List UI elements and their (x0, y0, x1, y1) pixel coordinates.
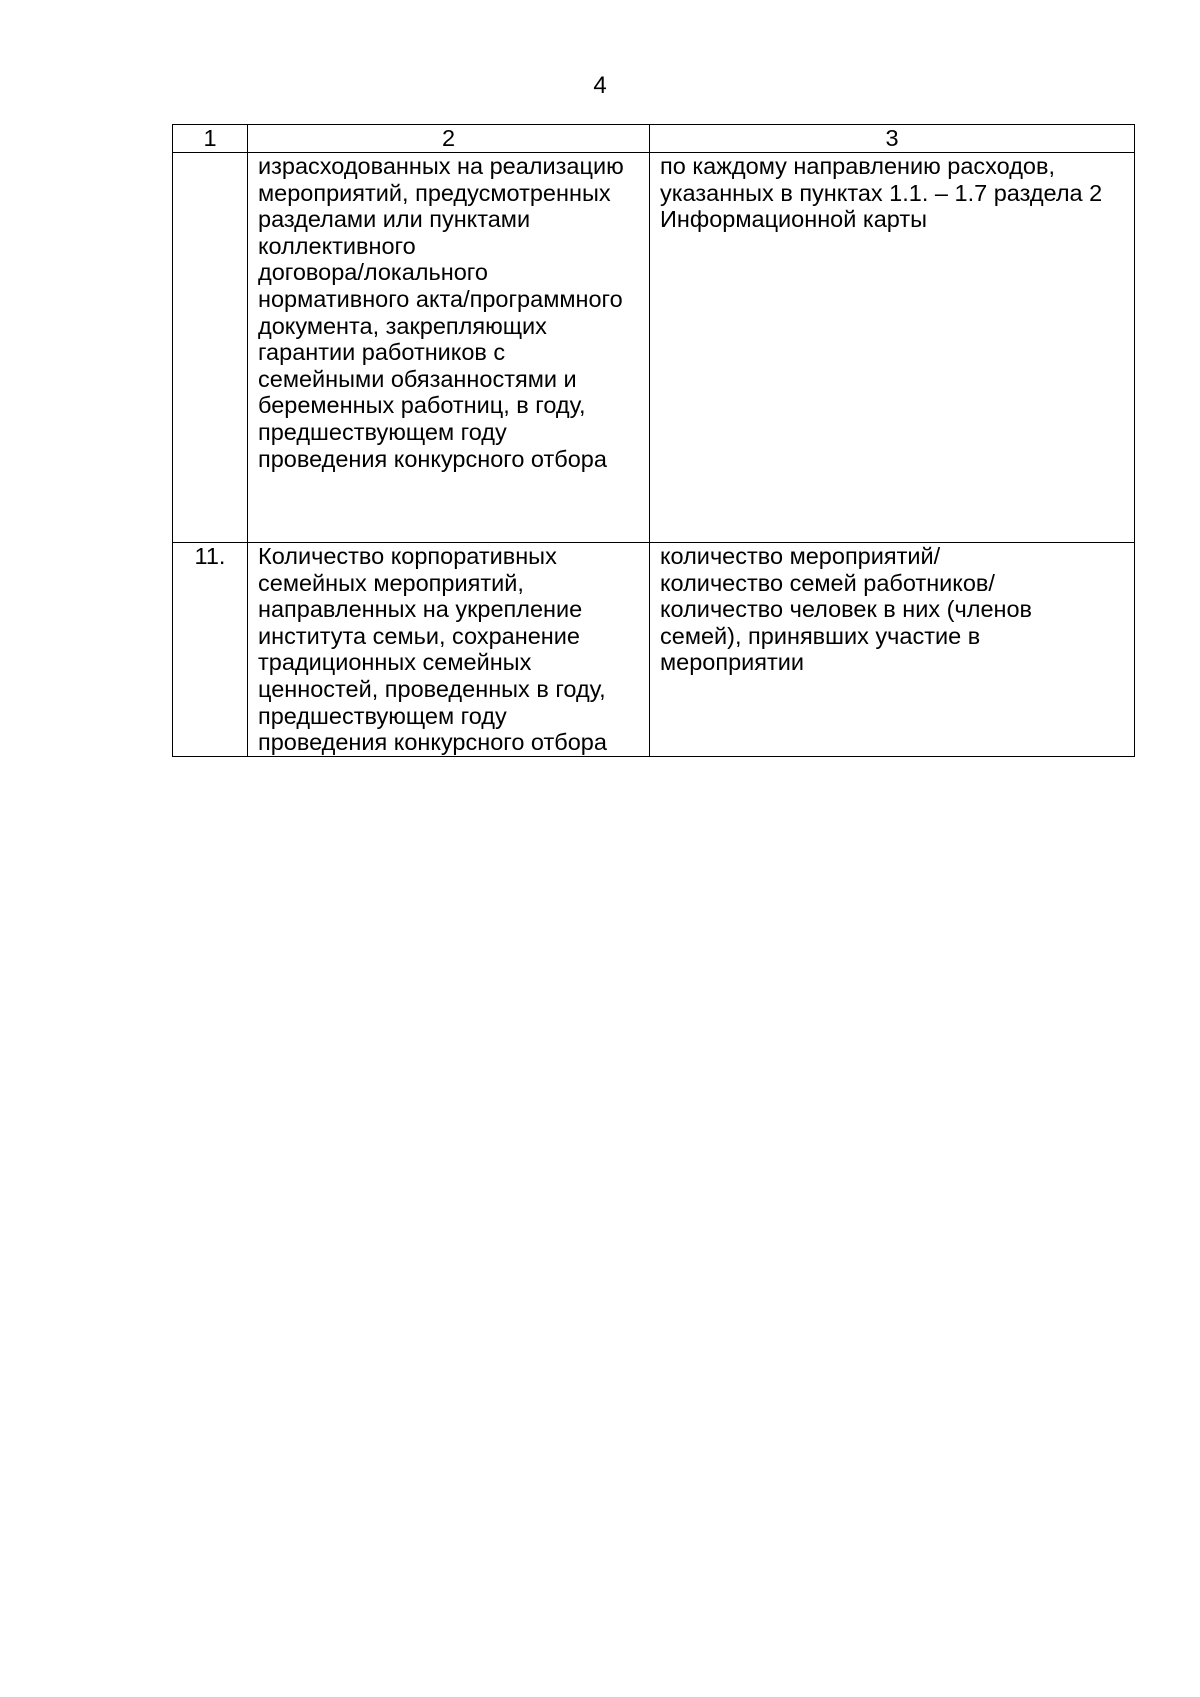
text-line: нормативного акта/программного (258, 285, 623, 312)
text-line: коллективного (258, 232, 416, 259)
column-header-2: 2 (248, 125, 650, 153)
text-line: беременных работниц, в году, (258, 392, 586, 419)
table-row (173, 153, 1135, 543)
text-line: направленных на укрепление (258, 596, 583, 623)
row-number-cell (173, 153, 248, 543)
text-line: Информационной карты (660, 206, 927, 233)
text-line: израсходованных на реализацию (258, 153, 624, 179)
text-line: проведения конкурсного отбора (258, 729, 607, 756)
column-header-3: 3 (650, 125, 1135, 153)
table-header-row (173, 125, 1135, 153)
text-line: Количество корпоративных (258, 543, 557, 569)
indicator-cell (248, 543, 650, 757)
document-table (172, 124, 1135, 757)
text-line: договора/локального (258, 259, 488, 286)
text-line: количество мероприятий/ (660, 543, 941, 569)
column-header-1: 1 (173, 125, 248, 153)
text-line: мероприятии (660, 649, 805, 676)
text-line: традиционных семейных (258, 649, 532, 676)
text-line: института семьи, сохранение (258, 622, 580, 649)
indicator-cell (248, 153, 650, 543)
details-cell (650, 543, 1135, 757)
text-line: ценностей, проведенных в году, (258, 675, 606, 702)
text-line: указанных в пунктах 1.1. – 1.7 раздела 2 (660, 179, 1103, 206)
text-line: разделами или пунктами (258, 206, 531, 233)
text-line: количество семей работников/ (660, 569, 995, 596)
text-line: предшествующем году (258, 702, 507, 729)
text-line: семейными обязанностями и (258, 365, 577, 392)
text-line: по каждому направлению расходов, (660, 153, 1056, 179)
text-line: семейных мероприятий, (258, 569, 524, 596)
row-number-cell: 11. (173, 543, 248, 757)
table-row (173, 543, 1135, 757)
page-number: 4 (593, 72, 607, 99)
details-cell (650, 153, 1135, 543)
text-line: мероприятий, предусмотренных (258, 179, 611, 206)
text-line: предшествующем году (258, 418, 507, 445)
text-line: документа, закрепляющих (258, 312, 547, 339)
text-line: гарантии работников с (258, 339, 506, 366)
text-line: количество человек в них (членов (660, 596, 1033, 623)
text-line: семей), принявших участие в (660, 622, 981, 649)
text-line: проведения конкурсного отбора (258, 445, 607, 472)
